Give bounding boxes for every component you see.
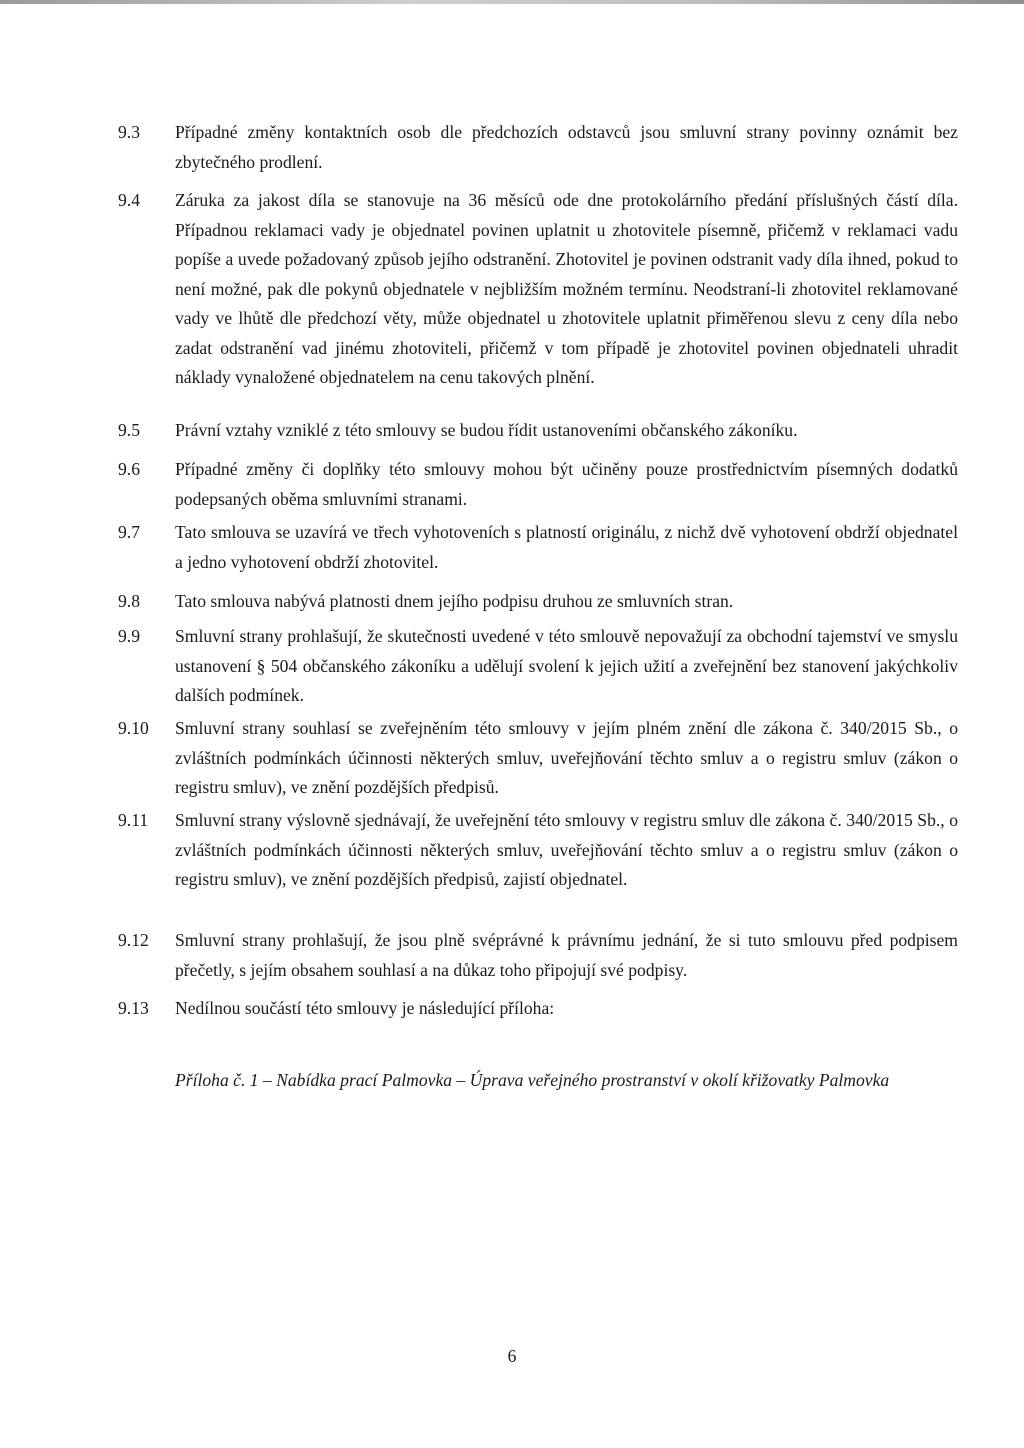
- clause-text: Právní vztahy vzniklé z této smlouvy se budou řídit ustanoveními občanského zákoníku.: [175, 420, 798, 440]
- clause-number: 9.6: [118, 459, 140, 479]
- clause-9-9: [118, 622, 958, 711]
- clause-text: Nedílnou součástí této smlouvy je následující příloha:: [175, 998, 555, 1018]
- page-number: 6: [507, 1346, 517, 1366]
- annex-reference: Příloha č. 1 – Nabídka prací Palmovka – Úprava veřejného prostranství v okolí křižovatky Palmovka: [175, 1070, 890, 1090]
- clause-number: 9.5: [118, 420, 140, 440]
- clause-text: Smluvní strany prohlašují, že jsou plně svéprávné k právnímu jednání, že si tuto smlouvu před podpisem přečetly, s jejím obsahem souhlasí a na důkaz toho připojují své podpisy.: [175, 930, 958, 980]
- clause-text: Tato smlouva nabývá platnosti dnem jejího podpisu druhou ze smluvních stran.: [175, 591, 734, 611]
- clause-number: 9.8: [118, 591, 140, 611]
- clause-9-11: [118, 806, 958, 895]
- clause-9-7: [118, 518, 958, 577]
- clause-text: Smluvní strany výslovně sjednávají, že uveřejnění této smlouvy v registru smluv dle zákona č. 340/2015 Sb., o zvláštních podmínkách účinnosti některých smluv, uveřejňování těchto smluv a o registru smluv (zákon o registru smluv), ve znění pozdějších předpisů, zajistí objednatel.: [175, 810, 958, 889]
- clause-text: Záruka za jakost díla se stanovuje na 36 měsíců ode dne protokolárního předání příslušných částí díla. Případnou reklamaci vady je objednatel povinen uplatnit u zhotovitele písemně, přičemž v reklamaci vadu popíše a uvede požadovaný způsob jejího odstranění. Zhotovitel je povinen odstranit vady díla ihned, pokud to není možné, pak dle pokynů objednatele v nejbližším možném termínu. Neodstraní-li zhotovitel reklamované vady ve lhůtě dle předchozí věty, může objednatel u zhotovitele uplatnit přiměřenou slevu z ceny díla nebo zadat odstranění vad jinému zhotoviteli, přičemž v tom případě je zhotovitel povinen objednateli uhradit náklady vynaložené objednatelem na cenu takových plnění.: [175, 190, 958, 387]
- clause-9-5: [118, 416, 958, 446]
- clause-9-12: [118, 926, 958, 985]
- clause-number: 9.7: [118, 522, 140, 542]
- clause-number: 9.3: [118, 122, 140, 142]
- clause-number: 9.4: [118, 190, 140, 210]
- clause-text: Smluvní strany prohlašují, že skutečnosti uvedené v této smlouvě nepovažují za obchodní tajemství ve smyslu ustanovení § 504 občanského zákoníku a udělují svolení k jejich užití a zveřejnění bez stanovení jakýchkoliv dalších podmínek.: [175, 626, 958, 705]
- clause-9-13: [118, 994, 958, 1024]
- clause-9-3: [118, 118, 958, 177]
- clause-9-8: [118, 587, 958, 617]
- clause-number: 9.11: [118, 810, 149, 830]
- clause-9-6: [118, 455, 958, 514]
- clause-number: 9.10: [118, 718, 149, 738]
- clause-number: 9.9: [118, 626, 140, 646]
- clause-number: 9.12: [118, 930, 149, 950]
- clause-text: Smluvní strany souhlasí se zveřejněním této smlouvy v jejím plném znění dle zákona č. 340/2015 Sb., o zvláštních podmínkách účinnosti některých smluv, uveřejňování těchto smluv a o registru smluv (zákon o registru smluv), ve znění pozdějších předpisů.: [175, 718, 958, 797]
- clause-9-4: [118, 186, 958, 393]
- clause-number: 9.13: [118, 998, 149, 1018]
- clause-text: Tato smlouva se uzavírá ve třech vyhotoveních s platností originálu, z nichž dvě vyhotovení obdrží objednatel a jedno vyhotovení obdrží zhotovitel.: [175, 522, 958, 572]
- clause-text: Případné změny kontaktních osob dle předchozích odstavců jsou smluvní strany povinny oznámit bez zbytečného prodlení.: [175, 122, 958, 172]
- clause-9-10: [118, 714, 958, 803]
- clause-text: Případné změny či doplňky této smlouvy mohou být učiněny pouze prostřednictvím písemných dodatků podepsaných oběma smluvními stranami.: [175, 459, 958, 509]
